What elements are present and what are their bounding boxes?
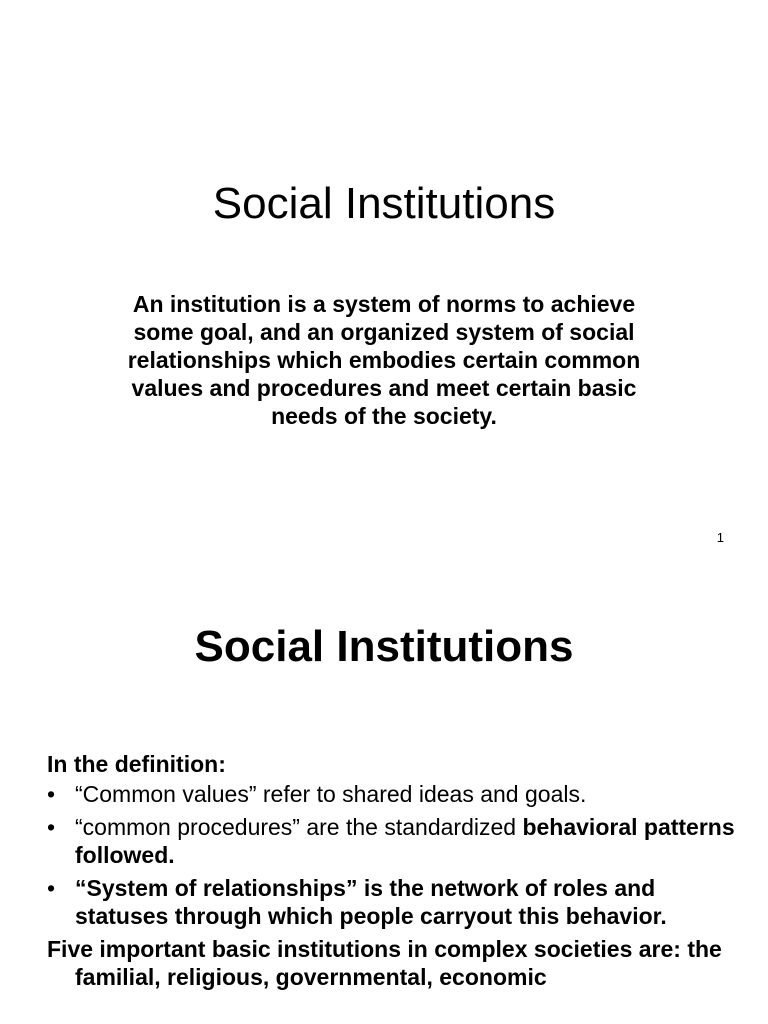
- bullet-icon: •: [47, 875, 56, 901]
- bullet-item: [47, 874, 737, 930]
- definition-lead: In the definition:: [47, 751, 226, 777]
- slide-title: Social Institutions: [212, 179, 556, 228]
- bullet-item: [47, 813, 737, 869]
- slide-title: Social Institutions: [194, 622, 574, 671]
- bullet-text-continued: statuses through which people carryout this behavior.: [75, 903, 667, 929]
- bullet-icon: •: [47, 814, 56, 840]
- slide-2: [0, 576, 768, 1024]
- bullet-text-continued: behavioral patterns followed.: [75, 814, 735, 868]
- bullet-text: “Common values” refer to shared ideas and goals.: [75, 781, 587, 807]
- bullet-icon: •: [47, 781, 56, 807]
- bullet-list: [47, 780, 737, 930]
- bullet-item: [47, 780, 737, 808]
- page-number: 1: [716, 530, 724, 545]
- bullet-text: “System of relationships” is the network of roles and: [75, 875, 656, 901]
- closing-text: Five important basic institutions in complex societies are: the familial, religious, governmental, economic: [47, 936, 722, 990]
- bullet-text: “common procedures” are the standardized: [75, 814, 517, 840]
- slide-content: [47, 750, 737, 991]
- definition-text: An institution is a system of norms to achieve some goal, and an organized system of social relationships which embodies certain common values and procedures and meet certain basic needs of the society.: [127, 291, 641, 429]
